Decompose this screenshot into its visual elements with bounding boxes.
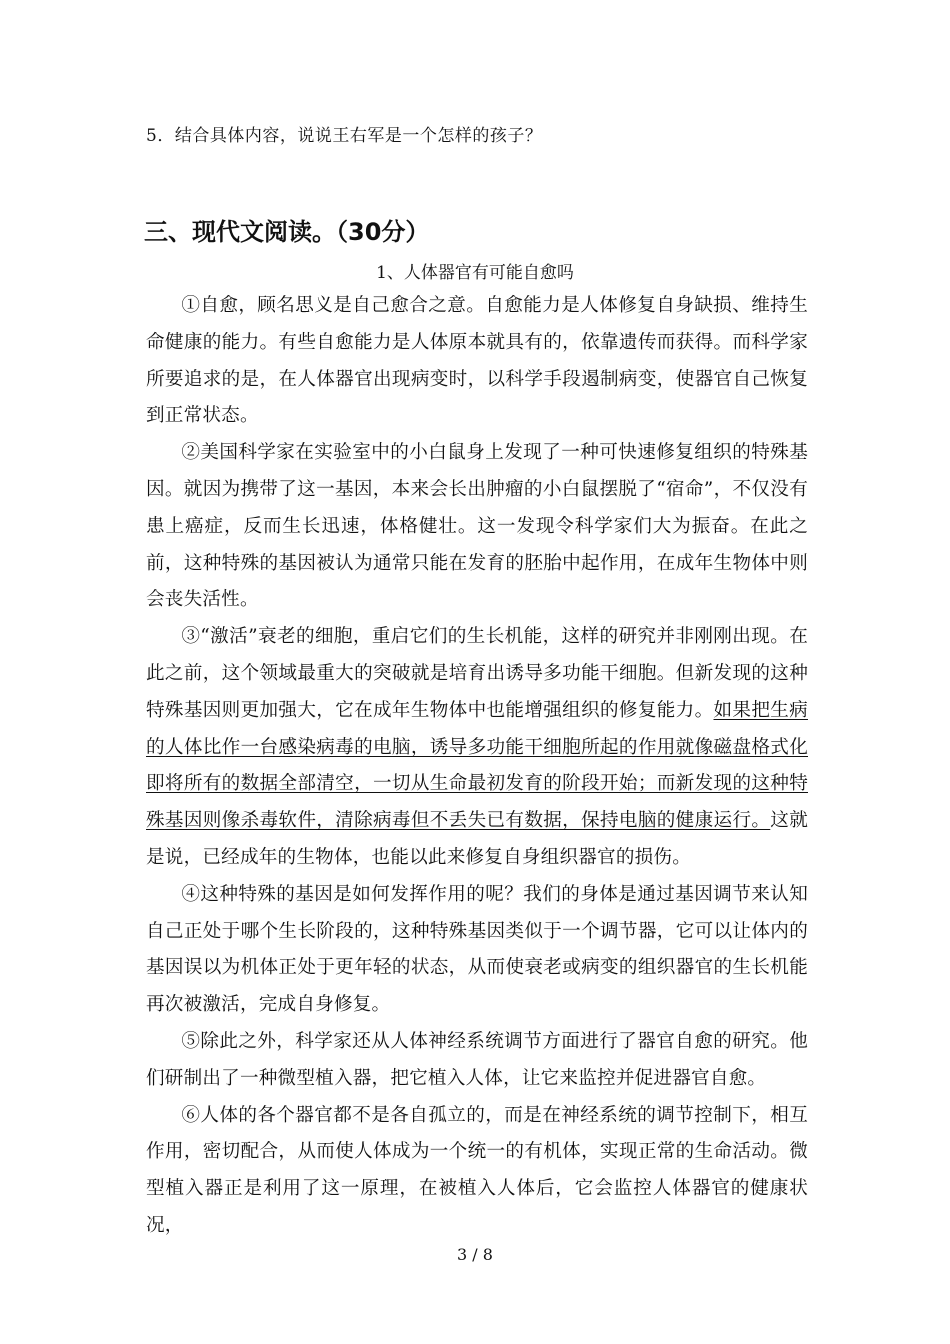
paragraph-3-intro: ③“激活”衰老的细胞，重启它们的生长机能，这样的研究并非刚刚出现。在此之前，这个领域最重大的突破就是培育出诱导多功能干细胞。但新发现的这种特殊基因则更加强大，它在成年生物体中也能增强组织的修复能力。 <box>146 626 808 721</box>
paragraph-6: ⑥人体的各个器官都不是各自孤立的，而是在神经系统的调节控制下，相互作用，密切配合，从而使人体成为一个统一的有机体，实现正常的生命活动。微型植入器正是利用了这一原理，在被植入人体后，它会监控人体器官的健康状况， <box>146 1104 808 1236</box>
paragraph-2: ②美国科学家在实验室中的小白鼠身上发现了一种可快速修复组织的特殊基因。就因为携带了这一基因，本来会长出肿瘤的小白鼠摆脱了“宿命”，不仅没有患上癌症，反而生长迅速，体格健壮。这一发现令科学家们大为振奋。在此之前，这种特殊的基因被认为通常只能在发育的胚胎中起作用，在成年生物体中则会丧失活性。 <box>146 442 808 611</box>
paragraph-1: ①自愈，顾名思义是自己愈合之意。自愈能力是人体修复自身缺损、维持生命健康的能力。有些自愈能力是人体原本就具有的，依靠遗传而获得。而科学家所要追求的是，在人体器官出现病变时，以科学手段遏制病变，使器官自己恢复到正常状态。 <box>146 295 808 427</box>
page-number: 3 / 8 <box>457 1245 493 1264</box>
paragraph-4: ④这种特殊的基因是如何发挥作用的呢？我们的身体是通过基因调节来认知自己正处于哪个生长阶段的，这种特殊基因类似于一个调节器，它可以让体内的基因误以为机体正处于更年轻的状态，从而使衰老或病变的组织器官的生长机能再次被激活，完成自身修复。 <box>146 883 808 1016</box>
paragraph-3 <box>146 619 808 877</box>
section-heading: 三、现代文阅读。（30分） <box>144 218 430 246</box>
paragraph-3-conclusion: 这就是说，已经成年的生物体，也能以此来修复自身组织器官的损伤。 <box>146 810 808 868</box>
question-5: 5．结合具体内容，说说王右军是一个怎样的孩子？ <box>146 126 543 146</box>
underlined-sentence: 如果把生病的人体比作一台感染病毒的电脑，诱导多功能干细胞所起的作用就像磁盘格式化即将所有的数据全部清空，一切从生命最初发育的阶段开始；而新发现的这种特殊基因则像杀毒软件，清除病毒但不丢失已有数据，保持电脑的健康运行。 <box>146 699 808 832</box>
article-body <box>146 288 808 1245</box>
paragraph-5: ⑤除此之外，科学家还从人体神经系统调节方面进行了器官自愈的研究。他们研制出了一种微型植入器，把它植入人体，让它来监控并促进器官自愈。 <box>146 1030 808 1089</box>
article-title: 1、人体器官有可能自愈吗 <box>376 263 574 283</box>
